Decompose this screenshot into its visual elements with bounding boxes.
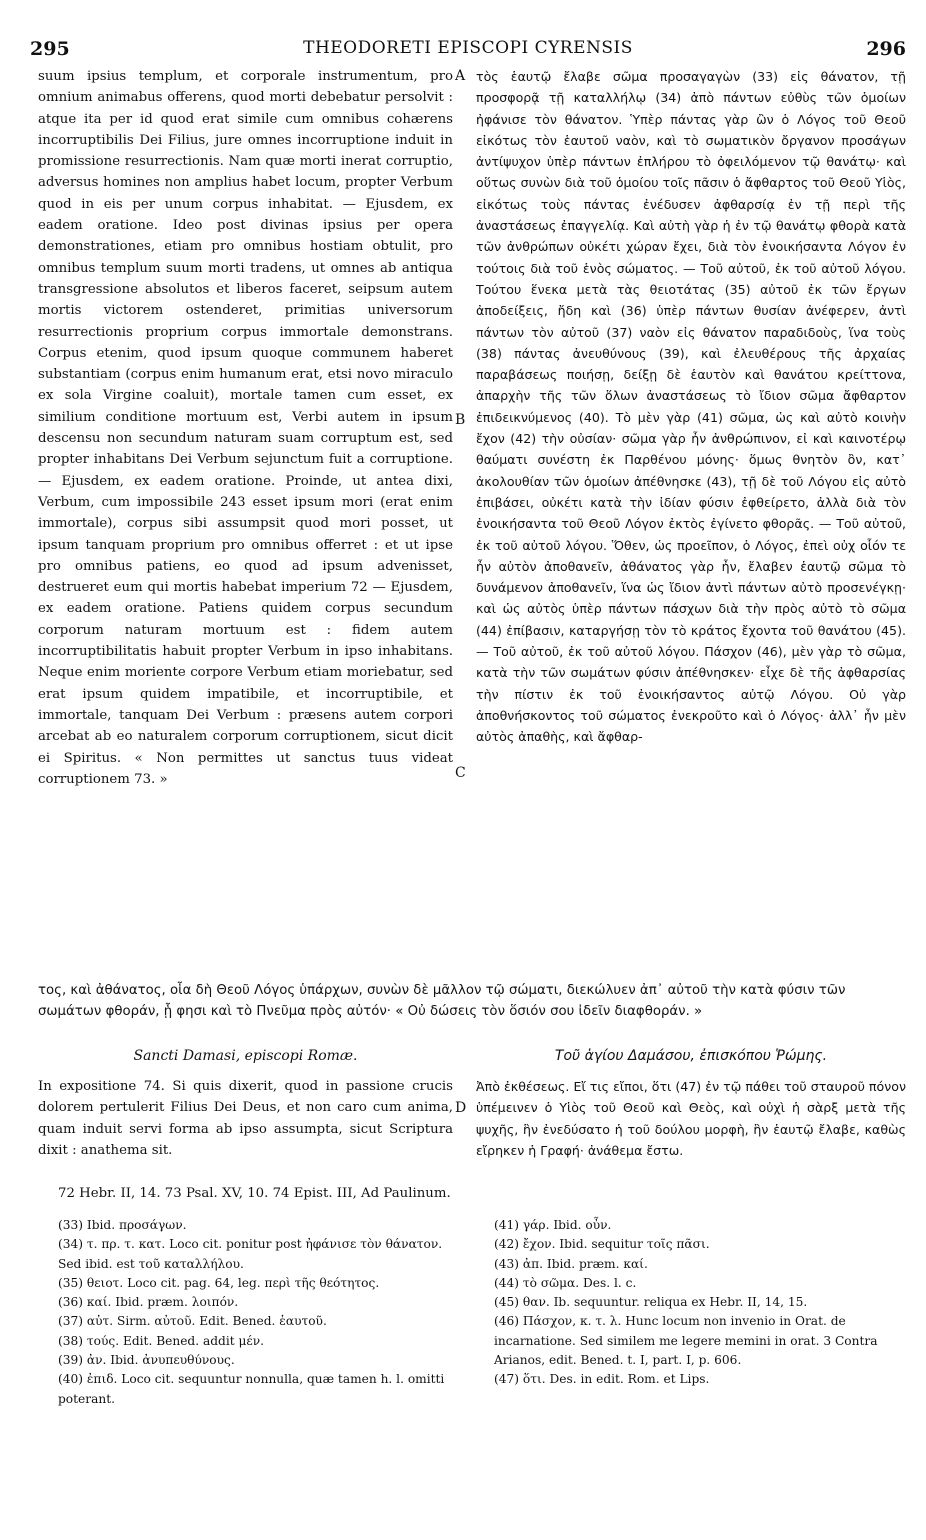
- footnote: (34) τ. πρ. τ. κατ. Loco cit. ponitur post ἠφάνισε τὸν θάνατον. Sed ibid. est τοῦ καταλλήλου.: [58, 1237, 443, 1271]
- running-title: THEODORETI EPISCOPI CYRENSIS: [303, 38, 633, 58]
- footnotes-left: [58, 1216, 458, 1409]
- footnote: (36) καί. Ibid. præm. λοιπόν.: [58, 1295, 239, 1310]
- latin-second-text: In expositione 74. Si quis dixerit, quod in passione crucis dolorem pertulerit Filius Dei Deus, et non caro cum anima, quam induit servi forma ab ipso assumpta, sicut Scriptura dixit : anathema sit.: [38, 1079, 453, 1158]
- latin-main-text: suum ipsius templum, et corporale instrumentum, pro omnium animabus offerens, quod morti debebatur persolvit : atque ita per id quod erat simile cum omnibus cohærens incorruptibilis Dei Filius, jure omnes incorruptione induit in promissione resurrectionis. Nam quæ morti inerat corruptio, adversus homines non amplius habet locum, propter Verbum quod in eis per unum corpus inhabitat. — Ejusdem, ex eadem oratione. Ideo post divinas ipsius per opera demonstrationes, etiam pro omnibus hostiam obtulit, pro omnibus templum suum morti tradens, ut omnes ab antiqua transgressione absolutos et liberos faceret, seipsum autem mortis victorem ostenderet, primitias universorum resurrectionis proprium corpus immortale demonstrans. Corpus etenim, quod ipsum quoque communem haberet substantiam (corpus enim humanum erat, etsi novo miraculo ex sola Virgine coaluit), mortale tamen cum esset, ex similium conditione mortuum est, Verbi autem in ipsum descensu non secundum naturam suam corruptum est, sed propter inhabitans Dei Verbum sejunctum fuit a corruptione. — Ejusdem, ex eadem oratione. Proinde, ut antea dixi, Verbum, cum impossibile 243 esset ipsum mori (erat enim immortale), corpus sibi assumpsit quod mori posset, ut ipsum tanquam proprium pro omnibus offerret : et ut ipse pro omnibus patiens, eo quod ad ipsum advenisset, destrueret eum qui mortis habebat imperium 72 — Ejusdem, ex eadem oratione. Patiens quidem corpus secundum corporum naturam mortuum est : fidem autem incorruptibilitatis habuit propter Verbum in ipso inhabitans. Neque enim moriente corpore Verbum etiam moriebatur, sed erat ipsum quidem impatibile, et incorruptibile, et immortale, tanquam Dei Verbum : præsens autem corpori arcebat ab eo naturalem corporum corruptionem, sicut dicit ei Spiritus. « Non permittes ut sanctus tuus videat corruptionem 73. »: [38, 69, 453, 787]
- footnote: (46) Πάσχον, κ. τ. λ. Hunc locum non invenio in Orat. de incarnatione. Sed similem me legere memini in orat. 3 Contra Arianos, edit. Bened. t. I, part. I, p. 606.: [494, 1314, 878, 1368]
- margin-letter-b: B: [455, 412, 466, 428]
- section-title-greek: Τοῦ ἁγίου Δαμάσου, ἐπισκόπου Ῥώμης.: [554, 1048, 828, 1064]
- page-header: [30, 38, 906, 64]
- footnote: (44) τὸ σῶμα. Des. l. c.: [494, 1275, 637, 1290]
- latin-second-column: [38, 1076, 453, 1161]
- footnote: (39) ἀν. Ibid. ἀνυπευθύνους.: [58, 1353, 235, 1368]
- greek-second-text: Ἀπὸ ἐκθέσεως. Εἴ τις εἴποι, ὅτι (47) ἐν τῷ πάθει τοῦ σταυροῦ πόνον ὑπέμεινεν ὁ Υἱὸς τοῦ Θεοῦ καὶ Θεὸς, καὶ οὐχὶ ἡ σὰρξ μετὰ τῆς ψυχῆς, ἣν ἐνεδύσατο ἡ τοῦ δούλου μορφὴ, ἣν ἑαυτῷ ἔλαβε, καθὼς εἴρηκεν ἡ Γραφή· ἀνάθεμα ἔστω.: [476, 1079, 906, 1158]
- footnote: (42) ἔχον. Ibid. sequitur τοῖς πᾶσι.: [494, 1237, 710, 1252]
- footnote: (33) Ibid. προσάγων.: [58, 1218, 187, 1232]
- footnote: (47) ὅτι. Des. in edit. Rom. et Lips.: [494, 1372, 710, 1387]
- footnote: (45) θαν. Ib. sequuntur. reliqua ex Hebr. II, 14, 15.: [494, 1295, 808, 1310]
- greek-main-text: τὸς ἑαυτῷ ἔλαβε σῶμα προσαγαγὼν (33) εἰς θάνατον, τῇ προσφορᾷ τῇ καταλλήλῳ (34) ἀπὸ πάντων εὐθὺς τῶν ὁμοίων ἠφάνισε τὸν θάνατον. Ὑπὲρ πάντας γὰρ ὢν ὁ Λόγος τοῦ Θεοῦ εἰκότως τὸν ἑαυτοῦ ναὸν, καὶ τὸ σωματικὸν ὄργανον προσάγων ἀντίψυχον ὑπὲρ πάντων ἐπλήρου τὸ ὀφειλόμενον τῷ θανάτῳ· καὶ οὕτως συνὼν διὰ τοῦ ὁμοίου τοῖς πᾶσιν ὁ ἄφθαρτος τοῦ Θεοῦ Υἱὸς, εἰκότως τοὺς πάντας ἐνέδυσεν ἀφθαρσίᾳ ἐν τῇ περὶ τῆς ἀναστάσεως ἐπαγγελίᾳ. Καὶ αὐτὴ γὰρ ἡ ἐν τῷ θανάτῳ φθορὰ κατὰ τῶν ἀνθρώπων οὐκέτι χώραν ἔχει, διὰ τὸν ἐνοικήσαντα Λόγον ἐν τούτοις διὰ τοῦ ἑνὸς σώματος. — Τοῦ αὐτοῦ, ἐκ τοῦ αὐτοῦ λόγου. Τούτου ἕνεκα μετὰ τὰς θειοτάτας (35) αὐτοῦ ἐκ τῶν ἔργων ἀποδείξεις, ἤδη καὶ (36) ὑπὲρ πάντων θυσίαν ἀνέφερεν, ἀντὶ πάντων τὸν αὐτοῦ (37) ναὸν εἰς θάνατον παραδιδοὺς, ἵνα τοὺς (38) πάντας ἀνευθύνους (39), καὶ ἐλευθέρους τῆς ἀρχαίας παραβάσεως ποιήσῃ, δείξῃ δὲ ἑαυτὸν καὶ θανάτου κρείττονα, ἀπαρχὴν τῆς τῶν ὅλων ἀναστάσεως τὸ ἴδιον σῶμα ἄφθαρτον ἐπιδεικνύμενος (40). Τὸ μὲν γὰρ (41) σῶμα, ὡς καὶ αὐτὸ κοινὴν ἔχον (42) τὴν οὐσίαν· σῶμα γὰρ ἦν ἀνθρώπινον, εἰ καὶ καινοτέρῳ θαύματι συνέστη ἐκ Παρθένου μόνης· ὅμως θνητὸν ὂν, κατ᾽ ἀκολουθίαν τῶν ὁμοίων ἀπέθνησκε (43), τῇ δὲ τοῦ Λόγου εἰς αὐτὸ ἐπιβάσει, οὐκέτι κατὰ τὴν ἰδίαν φύσιν ἐφθείρετο, ἀλλὰ διὰ τὸν ἐνοικήσαντα τοῦ Θεοῦ Λόγον ἐκτὸς ἐγίνετο φθορᾶς. — Τοῦ αὐτοῦ, ἐκ τοῦ αὐτοῦ λόγου. Ὅθεν, ὡς προεῖπον, ὁ Λόγος, ἐπεὶ οὐχ οἷόν τε ἦν αὐτὸν ἀποθανεῖν, ἀθάνατος γὰρ ἦν, ἔλαβεν ἑαυτῷ σῶμα τὸ δυνάμενον ἀποθανεῖν, ἵνα ὡς ἴδιον ἀντὶ πάντων αὐτὸ προσενέγκῃ· καὶ ὡς αὐτὸς ὑπὲρ πάντων πάσχων διὰ τὴν πρὸς αὐτὸ τὸ σῶμα (44) ἐπίβασιν, καταργήσῃ τὸν τὸ κράτος ἔχοντα τοῦ θανάτου (45). — Τοῦ αὐτοῦ, ἐκ τοῦ αὐτοῦ λόγου. Πάσχον (46), μὲν γὰρ τὸ σῶμα, κατὰ τὴν τῶν σωμάτων φύσιν ἀπέθνησκεν· εἶχε δὲ τῆς ἀφθαρσίας τὴν πίστιν ἐκ τοῦ ἐνοικήσαντος αὐτῷ Λόγου. Οὐ γὰρ ἀποθνήσκοντος τοῦ σώματος ἐνεκροῦτο καὶ ὁ Λόγος· ἀλλ᾽ ἦν μὲν αὐτὸς ἀπαθὴς, καὶ ἄφθαρ-: [476, 69, 906, 745]
- margin-letter-d: D: [455, 1100, 467, 1116]
- footnote: (37) αὐτ. Sirm. αὐτοῦ. Edit. Bened. ἑαυτοῦ.: [58, 1314, 327, 1329]
- latin-column: [38, 66, 453, 790]
- footnote: (41) γάρ. Ibid. οὖν.: [494, 1218, 612, 1232]
- footnote: (40) ἐπιδ. Loco cit. sequuntur nonnulla, quæ tamen h. l. omitti poterant.: [58, 1372, 445, 1406]
- footnote: (38) τούς. Edit. Bened. addit μέν.: [58, 1333, 265, 1348]
- footnote: (43) ἀπ. Ibid. præm. καί.: [494, 1256, 648, 1271]
- greek-column: [476, 66, 906, 748]
- full-width-greek: τος, καὶ ἀθάνατος, οἷα δὴ Θεοῦ Λόγος ὑπάρχων, συνὼν δὲ μᾶλλον τῷ σώματι, διεκώλυεν ἀπ᾽ αὐτοῦ τὴν κατὰ φύσιν τῶν σωμάτων φθοράν, ᾗ φησι καὶ τὸ Πνεῦμα πρὸς αὐτόν· « Οὐ δώσεις τὸν ὅσιόν σου ἰδεῖν διαφθοράν. »: [38, 983, 846, 1020]
- page-number-right: 296: [866, 38, 906, 60]
- page-number-left: 295: [30, 38, 70, 60]
- scripture-references: 72 Hebr. II, 14. 73 Psal. XV, 10. 74 Epist. III, Ad Paulinum.: [58, 1186, 451, 1201]
- greek-second-column: [476, 1076, 906, 1161]
- margin-letter-a: A: [455, 68, 466, 84]
- footnote: (35) θειοτ. Loco cit. pag. 64, leg. περὶ τῆς θεότητος.: [58, 1275, 380, 1290]
- section-title-latin: Sancti Damasi, episcopi Romæ.: [133, 1048, 358, 1064]
- footnotes-right: [494, 1216, 906, 1390]
- margin-letter-c: C: [455, 765, 466, 781]
